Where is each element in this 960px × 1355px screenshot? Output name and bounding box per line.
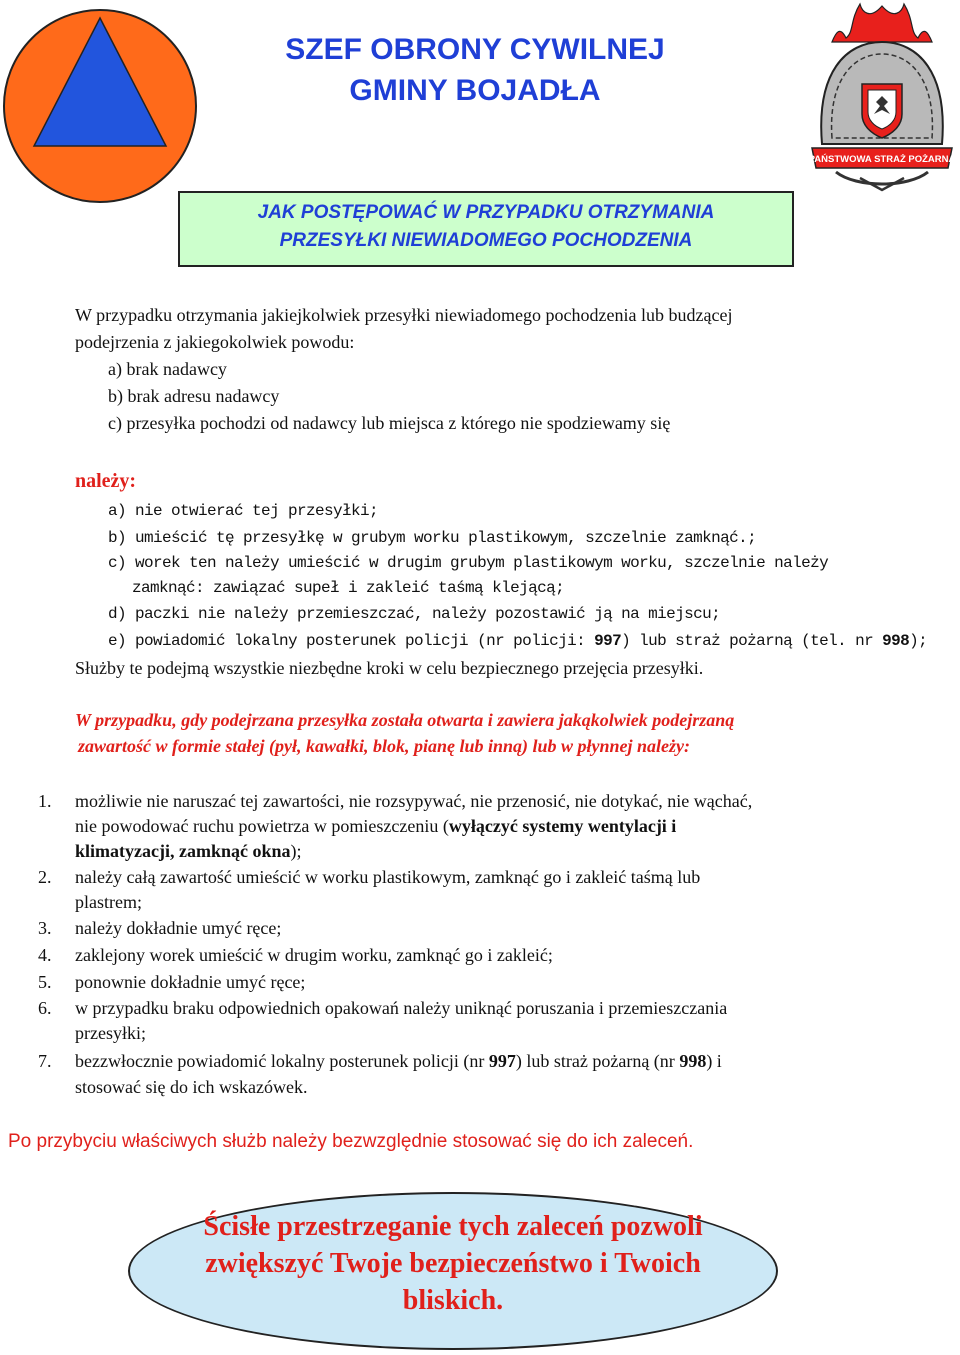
action-item: d) paczki nie należy przemieszczać, należy pozostawić ją na miejscu; (108, 605, 721, 623)
action-item: a) nie otwierać tej przesyłki; (108, 502, 379, 520)
notice-box-line-2: PRZESYŁKI NIEWIADOMEGO POCHODZENIA (279, 230, 693, 251)
step-1-line-1: możliwie nie naruszać tej zawartości, nie rozsypywać, nie przenosić, nie dotykać, nie wąchać, (75, 791, 753, 811)
reason-item: a) brak nadawcy (108, 359, 227, 379)
step-7-line-1 (75, 1050, 722, 1072)
step-7-fire-number: 998 (679, 1051, 707, 1071)
footer-note: Po przybyciu właściwych służb należy bezwzględnie stosować się do ich zaleceń. (8, 1131, 694, 1152)
action-item: c) worek ten należy umieścić w drugim grubym plastikowym worku, szczelnie należy (108, 554, 829, 572)
step-number: 3. (38, 918, 52, 938)
step-2-line-2: plastrem; (75, 892, 142, 912)
page-title-line-2: GMINY BOJADŁA (349, 74, 601, 107)
step-1-line-3 (75, 840, 302, 862)
step-4-line-1: zaklejony worek umieścić w drugim worku, zamknąć go i zakleić; (75, 945, 553, 965)
action-item-e (108, 630, 927, 652)
callout-line-1: Ścisłe przestrzeganie tych zaleceń pozwoli (203, 1211, 703, 1242)
police-number: 997 (594, 632, 622, 650)
step-number: 4. (38, 945, 52, 965)
step-2-line-1: należy całą zawartość umieścić w worku plastikowym, zamknąć go i zakleić taśmą lub (75, 867, 701, 887)
actions-closing: Służby te podejmą wszystkie niezbędne kroki w celu bezpiecznego przejęcia przesyłki. (75, 658, 704, 678)
step-1-bold: wyłączyć systemy wentylacji i (448, 816, 677, 836)
step-number: 6. (38, 998, 52, 1018)
intro-line-1: W przypadku otrzymania jakiejkolwiek przesyłki niewiadomego pochodzenia lub budzącej (75, 305, 733, 325)
civil-defence-logo-icon (0, 6, 200, 206)
notice-box-line-1: JAK POSTĘPOWAĆ W PRZYPADKU OTRZYMANIA (257, 202, 715, 223)
reason-item: b) brak adresu nadawcy (108, 386, 280, 406)
callout-ellipse (128, 1192, 778, 1350)
step-7-suffix: ) i (706, 1051, 722, 1071)
warning-line-2: zawartość w formie stałej (pył, kawałki, blok, pianę lub inną) lub w płynnej należy: (78, 736, 691, 756)
fire-service-emblem-icon (806, 2, 958, 192)
notice-box (178, 191, 794, 267)
step-7-mid: ) lub straż pożarną (nr (515, 1051, 680, 1071)
warning-line-1: W przypadku, gdy podejrzana przesyłka została otwarta i zawiera jakąkolwiek podejrzaną (75, 710, 735, 730)
step-5-line-1: ponownie dokładnie umyć ręce; (75, 972, 306, 992)
step-number: 7. (38, 1051, 52, 1071)
page-title-line-1: SZEF OBRONY CYWILNEJ (285, 33, 665, 66)
step-number: 5. (38, 972, 52, 992)
step-1-plain: nie powodować ruchu powietrza w pomieszczeniu ( (75, 816, 449, 836)
actions-heading: należy: (75, 470, 137, 492)
step-6-line-1: w przypadku braku odpowiednich opakowań należy uniknąć poruszania i przemieszczania (75, 998, 728, 1018)
reason-item: c) przesyłka pochodzi od nadawcy lub miejsca z którego nie spodziewamy się (108, 413, 671, 433)
action-e-prefix: e) powiadomić lokalny posterunek policji (nr policji: (108, 632, 595, 650)
step-number: 2. (38, 867, 52, 887)
action-item: zamknąć: zawiązać supeł i zakleić taśmą klejącą; (132, 579, 565, 597)
emblem-text: PAŃSTWOWA STRAŻ POŻARNA (808, 154, 956, 165)
step-3-line-1: należy dokładnie umyć ręce; (75, 918, 282, 938)
step-1-bold-2: klimatyzacji, zamknąć okna (75, 841, 291, 861)
step-7-line-2: stosować się do ich wskazówek. (75, 1077, 308, 1097)
fire-number: 998 (882, 632, 910, 650)
step-7-police-number: 997 (488, 1051, 516, 1071)
callout-line-3: bliskich. (402, 1285, 504, 1316)
action-item: b) umieścić tę przesyłkę w grubym worku plastikowym, szczelnie zamknąć.; (108, 529, 757, 547)
action-e-suffix: ); (909, 632, 928, 650)
step-7-prefix: bezzwłocznie powiadomić lokalny posterunek policji (nr (75, 1051, 489, 1071)
step-number: 1. (38, 791, 52, 811)
step-1-end: ); (290, 841, 302, 861)
action-e-mid: ) lub straż pożarną (tel. nr (621, 632, 883, 650)
step-1-line-2 (75, 815, 676, 837)
callout-line-2: zwiększyć Twoje bezpieczeństwo i Twoich (205, 1248, 701, 1279)
step-6-line-2: przesyłki; (75, 1023, 146, 1043)
intro-line-2: podejrzenia z jakiegokolwiek powodu: (75, 332, 355, 352)
